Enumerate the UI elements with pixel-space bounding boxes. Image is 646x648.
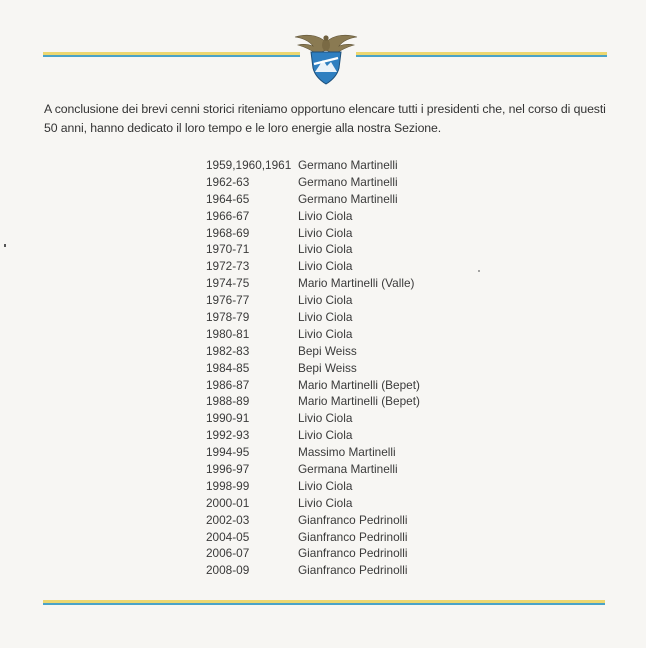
list-item bbox=[206, 478, 466, 495]
list-item bbox=[206, 225, 466, 242]
president-name: Germano Martinelli bbox=[298, 174, 398, 189]
president-period: 1974-75 bbox=[206, 276, 250, 291]
intro-line-1: A conclusione dei brevi cenni storici riteniamo opportuno elencare tutti i presidenti che, nel corso di questi bbox=[44, 102, 606, 116]
president-period: 1966-67 bbox=[206, 208, 250, 223]
president-period: 2002-03 bbox=[206, 512, 250, 527]
list-item bbox=[206, 157, 466, 174]
list-item bbox=[206, 360, 466, 377]
president-name: Livio Ciola bbox=[298, 495, 353, 510]
president-period: 1959,1960,1961 bbox=[206, 158, 292, 172]
list-item bbox=[206, 191, 466, 208]
president-period: 1994-95 bbox=[206, 445, 250, 460]
rule-blue-line bbox=[43, 55, 300, 57]
president-name: Livio Ciola bbox=[298, 428, 353, 443]
president-name: Mario Martinelli (Bepet) bbox=[298, 377, 420, 392]
president-name: Gianfranco Pedrinolli bbox=[298, 563, 408, 578]
presidents-list bbox=[206, 157, 466, 579]
list-item bbox=[206, 393, 466, 410]
top-rule-right bbox=[356, 52, 607, 58]
intro-paragraph bbox=[44, 100, 612, 138]
intro-line-2: 50 anni, hanno dedicato il loro tempo e le loro energie alla nostra Sezione. bbox=[44, 121, 442, 135]
president-name: Bepi Weiss bbox=[298, 360, 357, 375]
president-period: 1984-85 bbox=[206, 360, 250, 375]
president-period: 2004-05 bbox=[206, 529, 250, 544]
president-period: 1992-93 bbox=[206, 428, 250, 443]
president-name: Livio Ciola bbox=[298, 225, 353, 240]
eagle-body bbox=[322, 39, 330, 51]
list-item bbox=[206, 495, 466, 512]
president-name: Livio Ciola bbox=[298, 293, 353, 308]
list-item bbox=[206, 208, 466, 225]
president-period: 1972-73 bbox=[206, 259, 250, 274]
president-name: Germana Martinelli bbox=[298, 462, 398, 477]
list-item bbox=[206, 309, 466, 326]
president-name: Bepi Weiss bbox=[298, 343, 357, 358]
president-name: Germano Martinelli bbox=[298, 191, 398, 206]
president-name: Gianfranco Pedrinolli bbox=[298, 512, 408, 527]
list-item bbox=[206, 545, 466, 562]
rule-blue-line bbox=[356, 55, 607, 57]
president-period: 1980-81 bbox=[206, 326, 250, 341]
president-period: 1986-87 bbox=[206, 377, 250, 392]
list-item bbox=[206, 326, 466, 343]
margin-mark bbox=[4, 244, 6, 247]
list-item bbox=[206, 562, 466, 579]
eagle-left-wing bbox=[295, 35, 326, 54]
list-item bbox=[206, 512, 466, 529]
president-name: Livio Ciola bbox=[298, 411, 353, 426]
president-period: 1976-77 bbox=[206, 293, 250, 308]
list-item bbox=[206, 377, 466, 394]
list-item bbox=[206, 241, 466, 258]
list-item bbox=[206, 174, 466, 191]
president-period: 1982-83 bbox=[206, 343, 250, 358]
list-item bbox=[206, 444, 466, 461]
bottom-rule bbox=[43, 600, 605, 606]
eagle-shield-emblem-icon bbox=[293, 28, 359, 86]
president-name: Mario Martinelli (Valle) bbox=[298, 276, 415, 291]
list-item bbox=[206, 427, 466, 444]
president-period: 2008-09 bbox=[206, 563, 250, 578]
president-period: 1978-79 bbox=[206, 310, 250, 325]
president-name: Gianfranco Pedrinolli bbox=[298, 546, 408, 561]
president-period: 1988-89 bbox=[206, 394, 250, 409]
president-name: Livio Ciola bbox=[298, 326, 353, 341]
list-item bbox=[206, 343, 466, 360]
eagle-right-wing bbox=[326, 35, 357, 54]
list-item bbox=[206, 258, 466, 275]
president-period: 2000-01 bbox=[206, 495, 250, 510]
president-name: Germano Martinelli bbox=[298, 158, 398, 172]
top-rule-left bbox=[43, 52, 300, 58]
president-period: 1962-63 bbox=[206, 174, 250, 189]
president-period: 1990-91 bbox=[206, 411, 250, 426]
president-name: Livio Ciola bbox=[298, 310, 353, 325]
president-period: 1998-99 bbox=[206, 478, 250, 493]
list-item bbox=[206, 292, 466, 309]
list-item bbox=[206, 529, 466, 546]
paper-speck bbox=[478, 270, 480, 272]
president-name: Mario Martinelli (Bepet) bbox=[298, 394, 420, 409]
eagle-head bbox=[323, 35, 328, 40]
president-period: 1964-65 bbox=[206, 191, 250, 206]
list-item bbox=[206, 461, 466, 478]
president-name: Livio Ciola bbox=[298, 259, 353, 274]
president-period: 2006-07 bbox=[206, 546, 250, 561]
president-name: Livio Ciola bbox=[298, 242, 353, 257]
president-name: Massimo Martinelli bbox=[298, 445, 396, 460]
president-name: Livio Ciola bbox=[298, 208, 353, 223]
rule-blue-line bbox=[43, 603, 605, 605]
president-name: Gianfranco Pedrinolli bbox=[298, 529, 408, 544]
list-item bbox=[206, 410, 466, 427]
president-period: 1996-97 bbox=[206, 462, 250, 477]
president-period: 1970-71 bbox=[206, 242, 250, 257]
list-item bbox=[206, 275, 466, 292]
president-name: Livio Ciola bbox=[298, 478, 353, 493]
president-period: 1968-69 bbox=[206, 225, 250, 240]
